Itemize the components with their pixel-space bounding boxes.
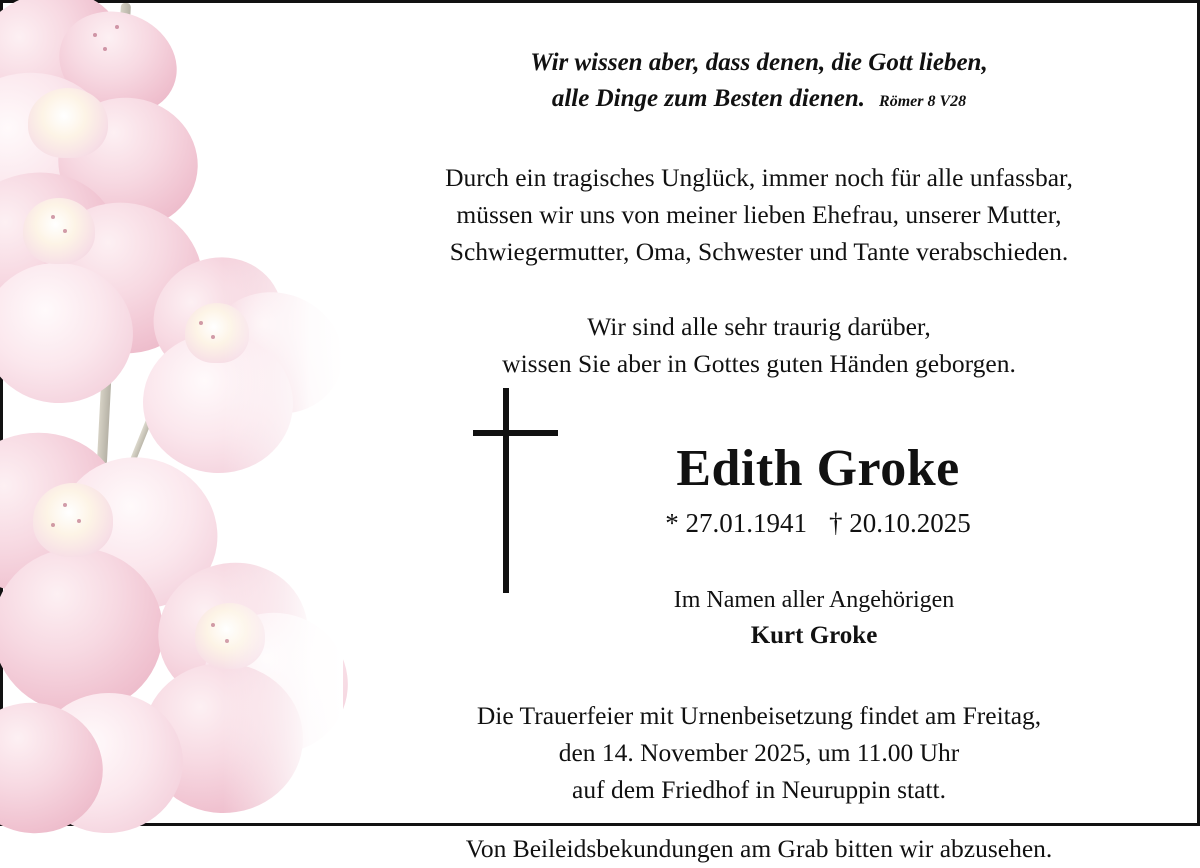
service-line-2: den 14. November 2025, um 11.00 Uhr bbox=[558, 737, 960, 767]
intro-line-2: müssen wir uns von meiner lieben Ehefrau, unserer Mutter, bbox=[456, 199, 1062, 229]
orchid-lip bbox=[195, 603, 265, 669]
bible-verse bbox=[323, 45, 1195, 116]
orchid-speck bbox=[93, 33, 97, 37]
orchid-speck bbox=[63, 503, 67, 507]
orchid-lip bbox=[185, 303, 249, 363]
service-details bbox=[323, 698, 1195, 809]
family-signer: Kurt Groke bbox=[750, 621, 878, 649]
intro-line-3: Schwiegermutter, Oma, Schwester und Tante verabschieden. bbox=[449, 236, 1069, 266]
orchid-lip bbox=[23, 198, 95, 264]
message-line-1: Wir sind alle sehr traurig darüber, bbox=[587, 311, 931, 341]
orchid-speck bbox=[77, 519, 81, 523]
orchid-speck bbox=[63, 229, 67, 233]
family-line-1: Im Namen aller Angehörigen bbox=[673, 586, 955, 613]
family-block bbox=[323, 583, 1195, 654]
intro-line-1: Durch ein tragisches Unglück, immer noch für alle unfassbar, bbox=[445, 163, 1073, 192]
message-paragraph bbox=[323, 309, 1195, 383]
orchid-speck bbox=[211, 335, 215, 339]
deceased-name: Edith Groke bbox=[676, 439, 960, 497]
orchid-speck bbox=[199, 321, 203, 325]
orchid-lip bbox=[33, 483, 113, 557]
orchid-artwork bbox=[3, 3, 343, 823]
orchid-speck bbox=[51, 523, 55, 527]
service-line-1: Die Trauerfeier mit Urnenbeisetzung findet am Freitag, bbox=[476, 700, 1042, 730]
intro-paragraph bbox=[323, 160, 1195, 271]
service-line-3: auf dem Friedhof in Neuruppin statt. bbox=[572, 774, 946, 804]
orchid-speck bbox=[115, 25, 119, 29]
verse-line-1: Wir wissen aber, dass denen, die Gott lieben, bbox=[530, 49, 988, 76]
orchid-lip bbox=[28, 88, 108, 158]
orchid-speck bbox=[51, 215, 55, 219]
verse-line-2-wrapper bbox=[323, 81, 1195, 117]
closing-note: Von Beileidsbekundungen am Grab bitten wir abzusehen. bbox=[465, 833, 1053, 863]
verse-line-2: alle Dinge zum Besten dienen. bbox=[551, 84, 866, 112]
message-line-2: wissen Sie aber in Gottes guten Händen geborgen. bbox=[502, 348, 1016, 378]
orchid-speck bbox=[103, 47, 107, 51]
orchid-speck bbox=[211, 623, 215, 627]
deceased-dates bbox=[323, 508, 1195, 539]
orchid-speck bbox=[225, 639, 229, 643]
notice-text-column bbox=[323, 3, 1195, 863]
birth-date: * 27.01.1941 bbox=[665, 507, 807, 538]
verse-reference: Römer 8 V28 bbox=[879, 92, 967, 110]
death-date: † 20.10.2025 bbox=[829, 507, 971, 538]
